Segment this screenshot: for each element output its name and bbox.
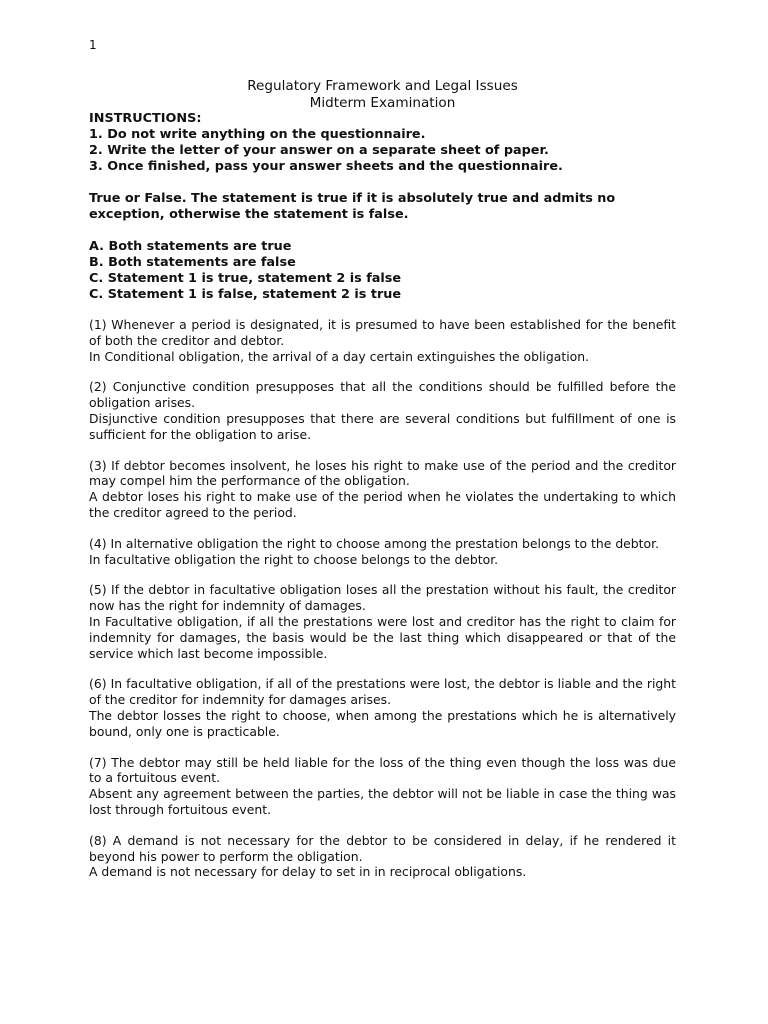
- answer-choices: [89, 239, 676, 303]
- question-item-2: [89, 379, 676, 442]
- statement-1: (1) Whenever a period is designated, it is presumed to have been established for the benefit of both the creditor and debtor.: [89, 317, 676, 348]
- title-line-1: Regulatory Framework and Legal Issues: [247, 78, 518, 94]
- statement-1: (6) In facultative obligation, if all of the prestations were lost, the debtor is liable and the right of the creditor for indemnity for damages arises.: [89, 676, 676, 708]
- choice-c1: C. Statement 1 is true, statement 2 is false: [89, 271, 402, 286]
- statement-2: The debtor losses the right to choose, when among the prestations which he is alternatively bound, only one is practicable.: [89, 707, 676, 739]
- title-line-2: Midterm Examination: [309, 94, 456, 111]
- instruction-line: 3. Once finished, pass your answer sheets and the questionnaire.: [89, 159, 563, 174]
- statement-2: Absent any agreement between the parties, the debtor will not be liable in case the thing was lost through fortuitous event.: [89, 786, 676, 817]
- statement-2: Disjunctive condition presupposes that there are several conditions but fulfillment of one is sufficient for the obligation to arise.: [89, 410, 676, 442]
- question-item-7: [89, 755, 676, 818]
- question-item-3: [89, 458, 676, 521]
- statement-1: (4) In alternative obligation the right to choose among the prestation belongs to the debtor.: [89, 535, 660, 551]
- choice-b: B. Both statements are false: [89, 255, 296, 270]
- question-item-1: [89, 317, 676, 364]
- document-title: [89, 78, 676, 111]
- statement-1: (2) Conjunctive condition presupposes that all the conditions should be fulfilled before the obligation arises.: [89, 379, 676, 411]
- statement-1: (8) A demand is not necessary for the debtor to be considered in delay, if he rendered it beyond his power to perform the obligation.: [89, 832, 676, 864]
- instruction-line: 1. Do not write anything on the questionnaire.: [89, 127, 426, 142]
- statement-1: (3) If debtor becomes insolvent, he loses his right to make use of the period and the creditor may compel him the performance of the obligation.: [89, 457, 676, 489]
- instruction-line: 2. Write the letter of your answer on a separate sheet of paper.: [89, 143, 549, 158]
- statement-2: In Facultative obligation, if all the prestations were lost and creditor has the right to claim for indemnity for damages, the basis would be the last thing which disappeared or that of the service which last become impossible.: [89, 613, 676, 661]
- statement-2: In facultative obligation the right to choose belongs to the debtor.: [89, 551, 499, 567]
- instructions-block: [89, 111, 676, 175]
- question-item-5: [89, 582, 676, 661]
- statement-2: In Conditional obligation, the arrival of a day certain extinguishes the obligation.: [89, 348, 590, 364]
- question-item-6: [89, 676, 676, 739]
- instructions-heading: INSTRUCTIONS:: [89, 111, 202, 126]
- choice-a: A. Both statements are true: [89, 239, 292, 254]
- question-item-8: [89, 833, 676, 880]
- statement-2: A debtor loses his right to make use of the period when he violates the undertaking to which the creditor agreed to the period.: [89, 489, 676, 520]
- statement-1: (7) The debtor may still be held liable for the loss of the thing even though the loss was due to a fortuitous event.: [89, 754, 676, 786]
- question-item-4: [89, 536, 676, 568]
- question-list: [89, 317, 676, 880]
- statement-2: A demand is not necessary for delay to set in in reciprocal obligations.: [89, 864, 527, 880]
- page-number: 1: [89, 38, 97, 52]
- choice-c2: C. Statement 1 is false, statement 2 is true: [89, 287, 402, 302]
- true-false-directions: True or False. The statement is true if it is absolutely true and admits no exception, otherwise the statement is false.: [89, 191, 616, 222]
- statement-1: (5) If the debtor in facultative obligation loses all the prestation without his fault, the creditor now has the right for indemnity of damages.: [89, 582, 676, 614]
